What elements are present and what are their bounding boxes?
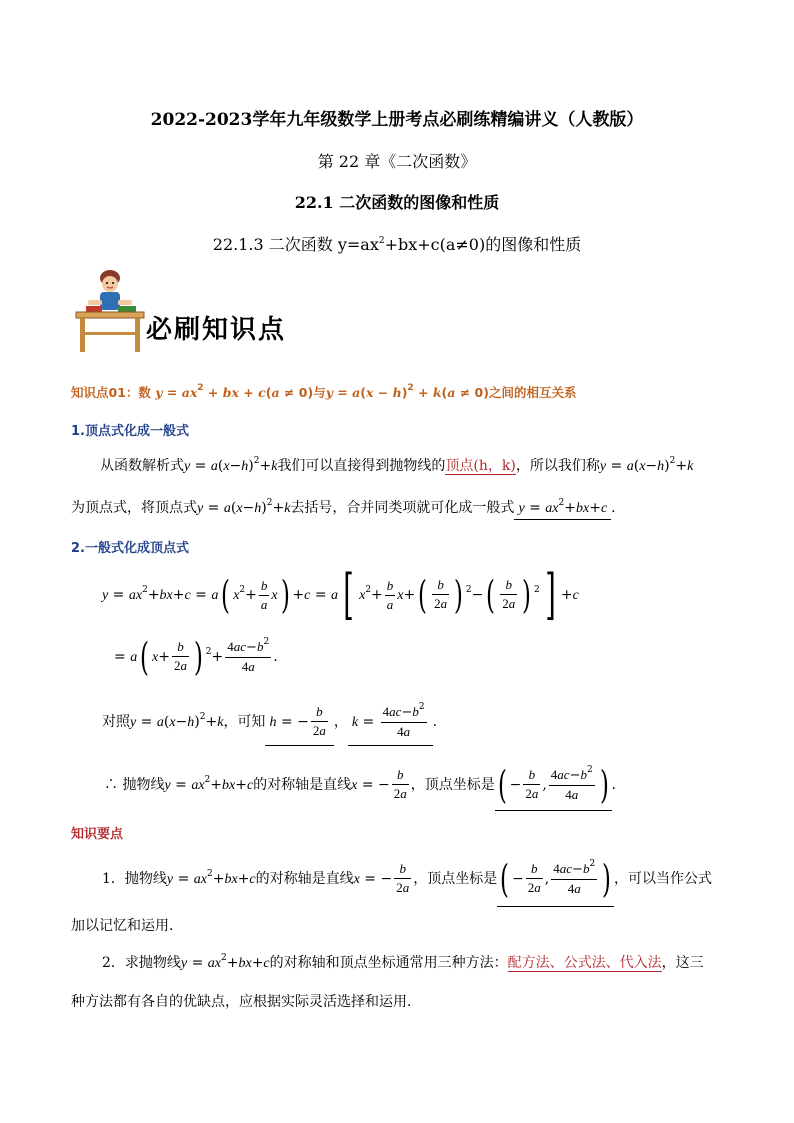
doc-title: 2022-2023学年九年级数学上册考点必刷练精编讲义（人教版）: [150, 110, 644, 130]
text: .: [611, 500, 616, 516]
subsection-prefix: 22.1.3 二次函数 y=ax: [212, 235, 379, 254]
therefore-line: ∴ 抛物线$y = ax^2+bx+c$的对称轴是直线x = − $\frac{b}{2a}$ ，顶点坐标是( − $\frac{b}{2a}$ , $\frac{4ac-b^2}{4a}$ ) .: [104, 760, 616, 811]
essentials-p1: 1．抛物线$y = ax^2+bx+c$的对称轴是直线x = − $\frac{b}{2a}$ ，顶点坐标是( − $\frac{b}{2a}$ , $\frac{4ac-b^2}{4a}$ ) ，可以当作公式: [102, 852, 712, 907]
text: 从函数解析式: [100, 458, 184, 474]
kp-mid: 与: [313, 385, 326, 400]
section-title: 22.1 二次函数的图像和性质: [294, 193, 500, 212]
k-answer: k = $\frac{4ac-b^2}{4a}$: [348, 700, 433, 746]
text: 的对称轴和顶点坐标通常用三种方法：: [269, 955, 508, 971]
text: ，顶点坐标是: [413, 871, 498, 887]
text: ，可以当作公式: [614, 871, 712, 887]
text: 对照: [102, 714, 130, 730]
derivation-line1: $y = ax^2+bx+c = a$( $x^2+$ $\frac{b}{a}$ x) +c = a[ $x^2+$ $\frac{b}{a}$ x+( $\frac{b}{2a}$ ) $^2$−( $\frac{b}{2a}$ ) $^2$] +c: [102, 563, 579, 626]
essentials-vertex-answer: ( − $\frac{b}{2a}$ , $\frac{4ac-b^2}{4a}$ ): [497, 852, 614, 907]
text: ，所以我们称: [515, 458, 600, 474]
text: ，可知: [223, 714, 266, 730]
text: 为顶点式，将顶点式: [71, 500, 197, 516]
text: ∴ 抛物线: [104, 777, 165, 793]
three-methods: 配方法、公式法、代入法: [507, 955, 662, 971]
text: ，顶点坐标是: [410, 777, 495, 793]
student-at-desk-illustration: [72, 266, 148, 356]
chapter-title: 第 22 章《二次函数》: [317, 152, 477, 171]
text: 我们可以直接得到抛物线的: [277, 458, 446, 474]
essentials-p1-cont: 加以记忆和运用．: [71, 918, 183, 934]
part1-line1: 从函数解析式$y = a(x-h)^2+k$我们可以直接得到抛物线的顶点(h，k)，所以我们称$y = a(x-h)^2+k$: [100, 456, 694, 474]
part1-heading: 1.顶点式化成一般式: [71, 424, 189, 439]
vertex-coords-answer: ( − $\frac{b}{2a}$ , $\frac{4ac-b^2}{4a}$ ): [495, 760, 612, 811]
banner-title: 必刷知识点: [146, 315, 287, 345]
text: 2．求抛物线: [102, 955, 181, 971]
part2-heading: 2.一般式化成顶点式: [71, 541, 189, 556]
kp-end: 之间的相互关系: [488, 385, 577, 400]
subsection-title: 22.1.3 二次函数 $y=ax^2+bx+c(a\ne 0)$的图像和性质: [212, 235, 582, 254]
derivation-line2: = a( x+ $\frac{b}{2a}$ ) $^2$+ $\frac{4ac-b^2}{4a}$ .: [114, 635, 278, 679]
essentials-heading: 知识要点: [71, 827, 124, 842]
text: 1．抛物线: [102, 871, 167, 887]
kp-label: 知识点01：数: [71, 385, 151, 400]
text: ，这三: [661, 955, 704, 971]
essentials-p2-cont: 种方法都有各自的优缺点，应根据实际灵活选择和运用．: [71, 994, 421, 1010]
compare-line: 对照$y = a(x-h)^2+k$，可知 h = − $\frac{b}{2a}$ ， k = $\frac{4ac-b^2}{4a}$ .: [102, 700, 437, 746]
part1-line2: 为顶点式，将顶点式$y = a(x-h)^2+k$去括号，合并同类项就可化成一般式 $y = ax^2+bx+c$ .: [71, 498, 616, 520]
text: 的对称轴是直线: [255, 871, 354, 887]
h-answer: h = − $\frac{b}{2a}$: [265, 700, 333, 746]
knowledge-point-01: 知识点01：数 $y = ax^2$ + bx + c(a ≠ 0)与$y = a(x - h)^2 + k(a \ne 0)$之间的相互关系: [71, 383, 577, 400]
essentials-p2: 2．求抛物线$y = ax^2+bx+c$的对称轴和顶点坐标通常用三种方法：配方法、公式法、代入法，这三: [102, 953, 704, 971]
text: 去括号，合并同类项就可化成一般式: [290, 500, 515, 516]
subsection-suffix: +bx+c(a≠0)的图像和性质: [384, 235, 582, 254]
text: 的对称轴是直线: [253, 777, 352, 793]
general-form-answer: $y = ax^2+bx+c$: [514, 498, 611, 520]
vertex-hk: 顶点(h，k): [445, 458, 516, 474]
